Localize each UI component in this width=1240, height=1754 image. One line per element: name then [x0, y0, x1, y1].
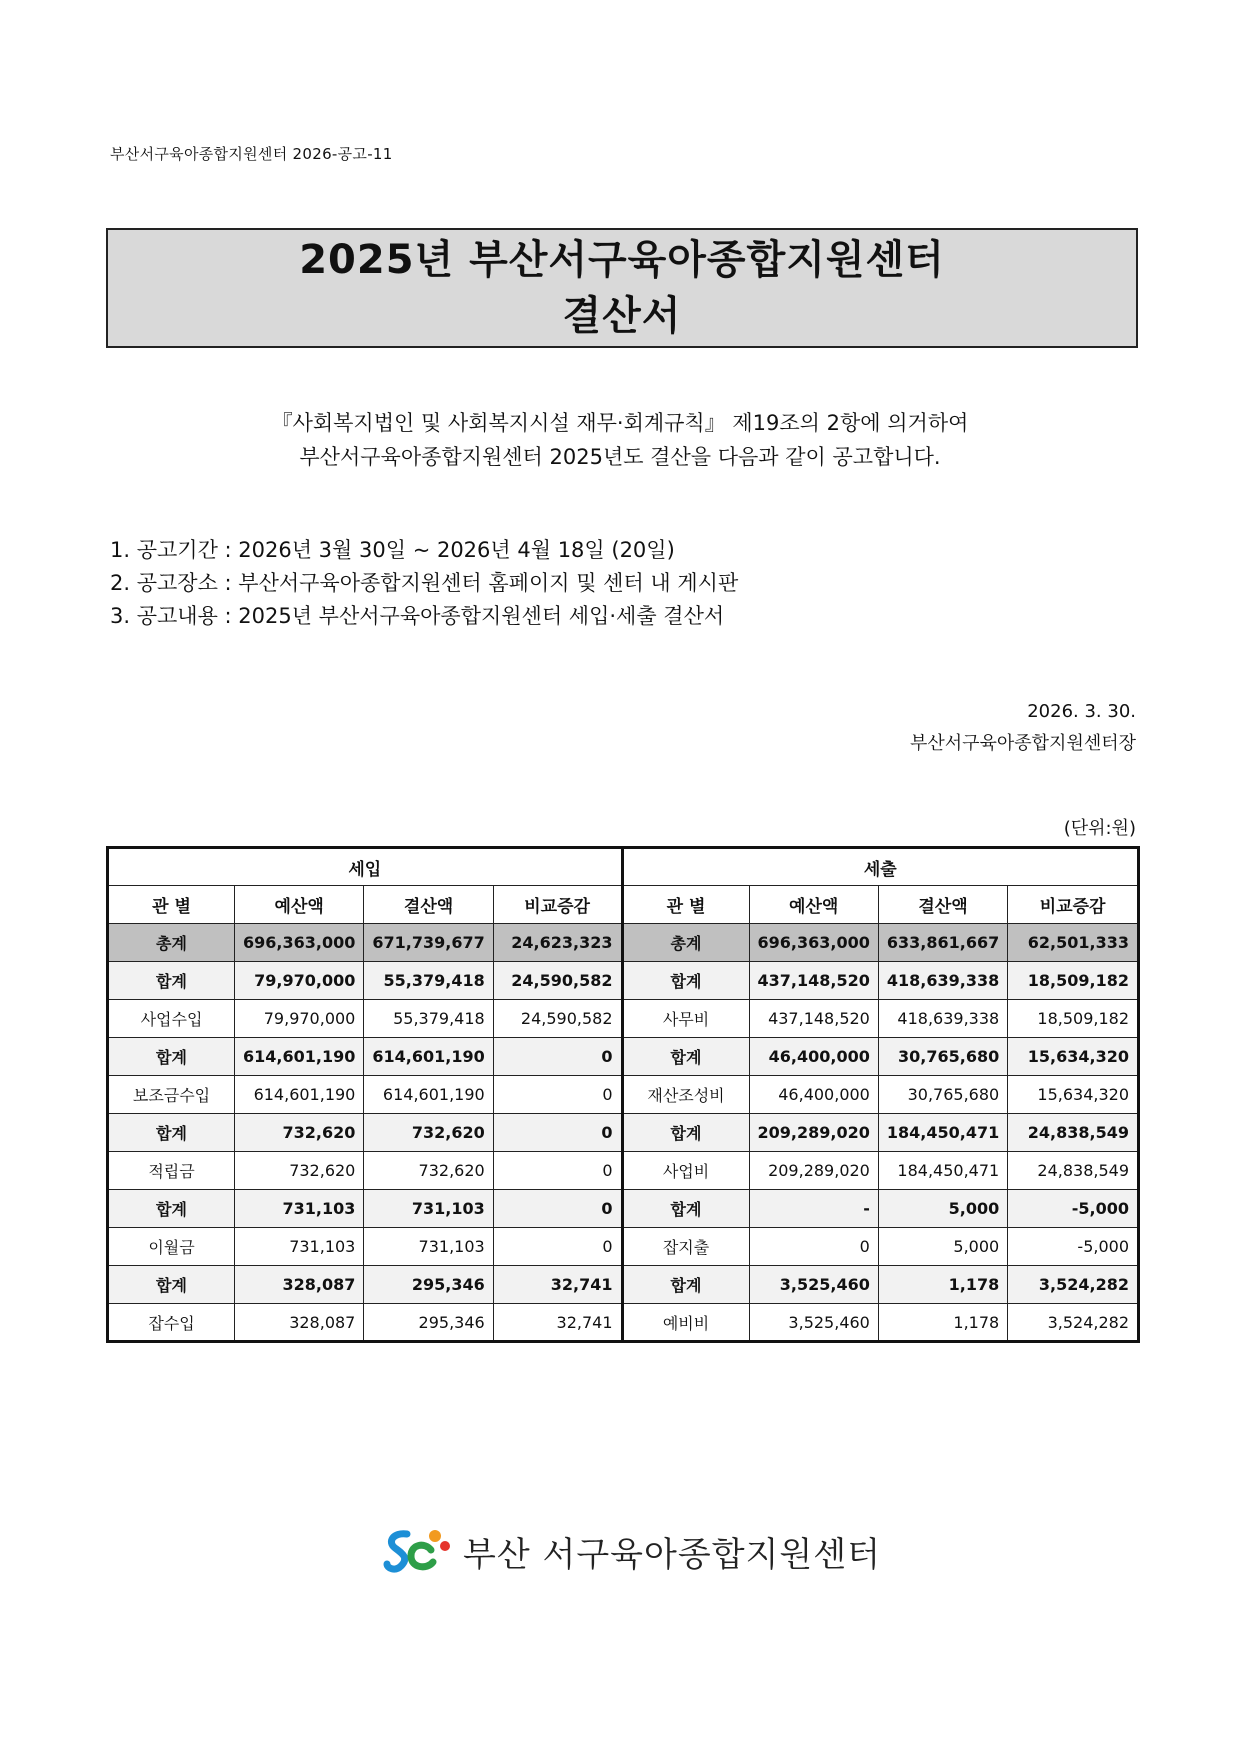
expense-amount-cell: 15,634,320 [1008, 1076, 1139, 1114]
expense-amount-cell: 633,861,667 [878, 924, 1007, 962]
revenue-amount-cell: 295,346 [364, 1266, 493, 1304]
notice-place: 2. 공고장소 : 부산서구육아종합지원센터 홈페이지 및 센터 내 게시판 [110, 571, 739, 595]
expense-category-cell: 사무비 [622, 1000, 749, 1038]
table-row-sub [108, 1266, 1139, 1304]
expense-amount-cell: -5,000 [1008, 1190, 1139, 1228]
expense-category-cell: 합계 [622, 1266, 749, 1304]
expense-amount-cell: 3,525,460 [749, 1304, 878, 1342]
revenue-amount-cell: 32,741 [493, 1266, 622, 1304]
unit-label: (단위:원) [1063, 818, 1136, 839]
revenue-amount-cell: 295,346 [364, 1304, 493, 1342]
settlement-table [106, 846, 1140, 1343]
document-number: 부산서구육아종합지원센터 2026-공고-11 [110, 145, 393, 163]
expense-amount-cell: 418,639,338 [878, 1000, 1007, 1038]
expense-column-header: 관 별 [622, 886, 749, 924]
table-row-item [108, 1152, 1139, 1190]
signature-block [910, 696, 1136, 760]
expense-amount-cell: 209,289,020 [749, 1114, 878, 1152]
expense-category-cell: 잡지출 [622, 1228, 749, 1266]
table-row-sub [108, 1038, 1139, 1076]
expense-amount-cell: 18,509,182 [1008, 1000, 1139, 1038]
revenue-column-header: 비교증감 [493, 886, 622, 924]
revenue-amount-cell: 24,623,323 [493, 924, 622, 962]
table-row-item [108, 1000, 1139, 1038]
revenue-amount-cell: 79,970,000 [235, 1000, 364, 1038]
expense-amount-cell: 184,450,471 [878, 1114, 1007, 1152]
revenue-amount-cell: 0 [493, 1152, 622, 1190]
expense-amount-cell: 15,634,320 [1008, 1038, 1139, 1076]
expense-amount-cell: 3,524,282 [1008, 1266, 1139, 1304]
revenue-category-cell: 합계 [108, 1190, 235, 1228]
center-logo-icon [383, 1524, 453, 1578]
expense-amount-cell: 30,765,680 [878, 1038, 1007, 1076]
expense-amount-cell: 30,765,680 [878, 1076, 1007, 1114]
column-header-row [108, 886, 1139, 924]
intro-paragraph [0, 406, 1240, 474]
expense-amount-cell: 5,000 [878, 1190, 1007, 1228]
expense-category-cell: 합계 [622, 1114, 749, 1152]
table-row-sub [108, 962, 1139, 1000]
expense-amount-cell: 3,524,282 [1008, 1304, 1139, 1342]
expense-category-cell: 합계 [622, 1038, 749, 1076]
expense-column-header: 비교증감 [1008, 886, 1139, 924]
revenue-amount-cell: 0 [493, 1190, 622, 1228]
revenue-amount-cell: 731,103 [235, 1190, 364, 1228]
revenue-amount-cell: 732,620 [235, 1114, 364, 1152]
table-row-item [108, 1076, 1139, 1114]
revenue-category-cell: 합계 [108, 1266, 235, 1304]
expense-amount-cell: 5,000 [878, 1228, 1007, 1266]
revenue-amount-cell: 731,103 [364, 1228, 493, 1266]
table-row-sub [108, 1190, 1139, 1228]
expense-amount-cell: 46,400,000 [749, 1038, 878, 1076]
revenue-column-header: 결산액 [364, 886, 493, 924]
page-title: 2025년 부산서구육아종합지원센터 [299, 237, 945, 283]
revenue-category-cell: 합계 [108, 962, 235, 1000]
revenue-amount-cell: 328,087 [235, 1304, 364, 1342]
revenue-amount-cell: 328,087 [235, 1266, 364, 1304]
expense-amount-cell: 62,501,333 [1008, 924, 1139, 962]
expense-amount-cell: 1,178 [878, 1304, 1007, 1342]
revenue-category-cell: 이월금 [108, 1228, 235, 1266]
issuer-name: 부산서구육아종합지원센터장 [909, 733, 1136, 754]
expense-amount-cell: 24,838,549 [1008, 1114, 1139, 1152]
revenue-column-header: 관 별 [108, 886, 235, 924]
revenue-amount-cell: 731,103 [235, 1228, 364, 1266]
revenue-amount-cell: 731,103 [364, 1190, 493, 1228]
revenue-amount-cell: 32,741 [493, 1304, 622, 1342]
expense-amount-cell: 437,148,520 [749, 962, 878, 1000]
table-row-item [108, 1304, 1139, 1342]
revenue-category-cell: 보조금수입 [108, 1076, 235, 1114]
revenue-amount-cell: 614,601,190 [364, 1076, 493, 1114]
revenue-section-header: 세입 [108, 848, 623, 886]
table-row-sub [108, 1114, 1139, 1152]
expense-amount-cell: 418,639,338 [878, 962, 1007, 1000]
notice-info-list [110, 534, 738, 633]
revenue-amount-cell: 55,379,418 [364, 1000, 493, 1038]
expense-amount-cell: 0 [749, 1228, 878, 1266]
center-logo-text: 부산 서구육아종합지원센터 [463, 1534, 881, 1575]
expense-column-header: 결산액 [878, 886, 1007, 924]
center-logo [383, 1524, 881, 1578]
revenue-amount-cell: 732,620 [364, 1152, 493, 1190]
table-row-total [108, 924, 1139, 962]
notice-date: 2026. 3. 30. [1027, 701, 1136, 722]
notice-content: 3. 공고내용 : 2025년 부산서구육아종합지원센터 세입·세출 결산서 [110, 604, 725, 628]
expense-amount-cell: - [749, 1190, 878, 1228]
expense-amount-cell: 46,400,000 [749, 1076, 878, 1114]
expense-category-cell: 총계 [622, 924, 749, 962]
expense-amount-cell: -5,000 [1008, 1228, 1139, 1266]
table-row-item [108, 1228, 1139, 1266]
expense-category-cell: 합계 [622, 1190, 749, 1228]
expense-amount-cell: 696,363,000 [749, 924, 878, 962]
revenue-amount-cell: 732,620 [235, 1152, 364, 1190]
revenue-category-cell: 잡수입 [108, 1304, 235, 1342]
expense-amount-cell: 1,178 [878, 1266, 1007, 1304]
expense-amount-cell: 184,450,471 [878, 1152, 1007, 1190]
page-subtitle: 결산서 [562, 293, 682, 339]
expense-amount-cell: 24,838,549 [1008, 1152, 1139, 1190]
intro-line-2: 부산서구육아종합지원센터 2025년도 결산을 다음과 같이 공고합니다. [299, 445, 941, 469]
revenue-amount-cell: 55,379,418 [364, 962, 493, 1000]
notice-period: 1. 공고기간 : 2026년 3월 30일 ~ 2026년 4월 18일 (20일) [110, 538, 675, 562]
revenue-amount-cell: 614,601,190 [235, 1038, 364, 1076]
revenue-amount-cell: 24,590,582 [493, 962, 622, 1000]
intro-line-1: 『사회복지법인 및 사회복지시설 재무·회계규칙』 제19조의 2항에 의거하여 [271, 411, 969, 435]
revenue-amount-cell: 0 [493, 1228, 622, 1266]
expense-section-header: 세출 [622, 848, 1139, 886]
expense-category-cell: 예비비 [622, 1304, 749, 1342]
expense-category-cell: 재산조성비 [622, 1076, 749, 1114]
revenue-amount-cell: 696,363,000 [235, 924, 364, 962]
revenue-column-header: 예산액 [235, 886, 364, 924]
revenue-amount-cell: 671,739,677 [364, 924, 493, 962]
expense-category-cell: 합계 [622, 962, 749, 1000]
expense-amount-cell: 3,525,460 [749, 1266, 878, 1304]
expense-amount-cell: 18,509,182 [1008, 962, 1139, 1000]
revenue-amount-cell: 732,620 [364, 1114, 493, 1152]
expense-column-header: 예산액 [749, 886, 878, 924]
revenue-amount-cell: 0 [493, 1076, 622, 1114]
revenue-amount-cell: 614,601,190 [364, 1038, 493, 1076]
revenue-amount-cell: 0 [493, 1038, 622, 1076]
revenue-category-cell: 합계 [108, 1038, 235, 1076]
revenue-amount-cell: 0 [493, 1114, 622, 1152]
revenue-category-cell: 사업수입 [108, 1000, 235, 1038]
revenue-amount-cell: 24,590,582 [493, 1000, 622, 1038]
revenue-category-cell: 합계 [108, 1114, 235, 1152]
title-box [106, 228, 1138, 348]
expense-amount-cell: 437,148,520 [749, 1000, 878, 1038]
revenue-amount-cell: 79,970,000 [235, 962, 364, 1000]
revenue-category-cell: 총계 [108, 924, 235, 962]
revenue-category-cell: 적립금 [108, 1152, 235, 1190]
expense-amount-cell: 209,289,020 [749, 1152, 878, 1190]
revenue-amount-cell: 614,601,190 [235, 1076, 364, 1114]
expense-category-cell: 사업비 [622, 1152, 749, 1190]
